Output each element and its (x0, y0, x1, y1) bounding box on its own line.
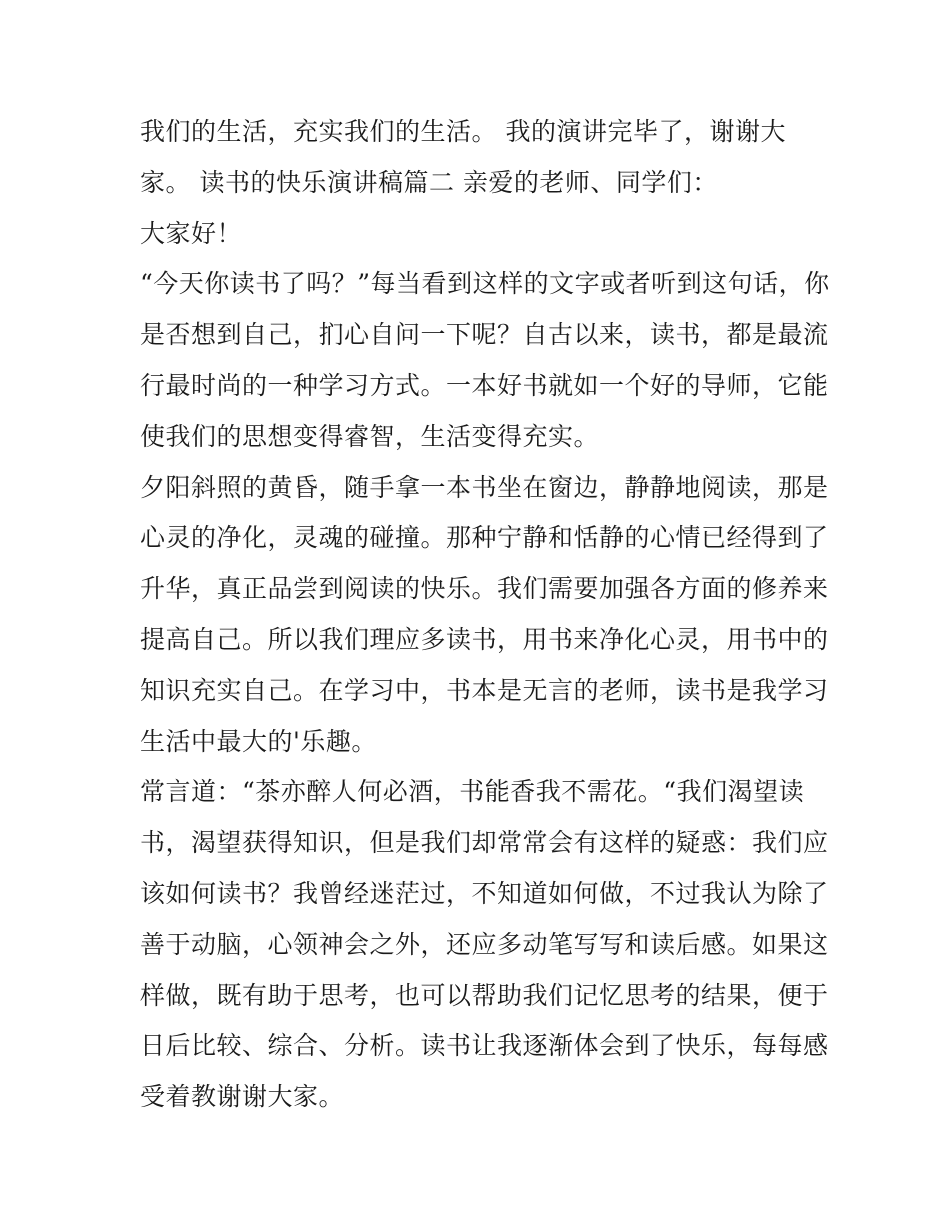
text-line: 家。 读书的快乐演讲稿篇二 亲爱的老师、同学们： (140, 167, 718, 197)
text-line: 受着教谢谢大家。 (140, 1082, 345, 1112)
text-line: 升华，真正品尝到阅读的快乐。我们需要加强各方面的修养来 (140, 574, 829, 604)
text-line: 心灵的净化，灵魂的碰撞。那种宁静和恬静的心情已经得到了 (140, 523, 829, 553)
text-line: 书，渴望获得知识，但是我们却常常会有这样的疑惑：我们应 (140, 828, 829, 858)
text-line: 是否想到自己，扪心自问一下呢？自古以来，读书，都是最流 (140, 320, 829, 350)
speech-text-block (140, 107, 830, 1123)
text-line: “今天你读书了吗？”每当看到这样的文字或者听到这句话，你 (140, 269, 830, 299)
text-line: 该如何读书？我曾经迷茫过，不知道如何做，不过我认为除了 (140, 878, 829, 908)
text-line: 善于动脑，心领神会之外，还应多动笔写写和读后感。如果这 (140, 929, 829, 959)
text-line: 使我们的思想变得睿智，生活变得充实。 (140, 421, 600, 451)
text-line: 大家好！ (140, 218, 243, 248)
text-line: 知识充实自己。在学习中，书本是无言的老师，读书是我学习 (140, 675, 829, 705)
text-line: 常言道：“茶亦醉人何必酒，书能香我不需花。“我们渴望读 (140, 777, 805, 807)
text-line: 生活中最大的'乐趣。 (140, 726, 377, 756)
text-line: 日后比较、综合、分析。读书让我逐渐体会到了快乐，每每感 (140, 1031, 829, 1061)
text-line: 提高自己。所以我们理应多读书，用书来净化心灵，用书中的 (140, 624, 829, 654)
text-line: 夕阳斜照的黄昏，随手拿一本书坐在窗边，静静地阅读，那是 (140, 472, 829, 502)
text-line: 我们的生活，充实我们的生活。 我的演讲完毕了，谢谢大 (140, 117, 786, 146)
text-line: 行最时尚的一种学习方式。一本好书就如一个好的导师，它能 (140, 370, 829, 400)
text-line: 样做，既有助于思考，也可以帮助我们记忆思考的结果，便于 (140, 980, 829, 1010)
